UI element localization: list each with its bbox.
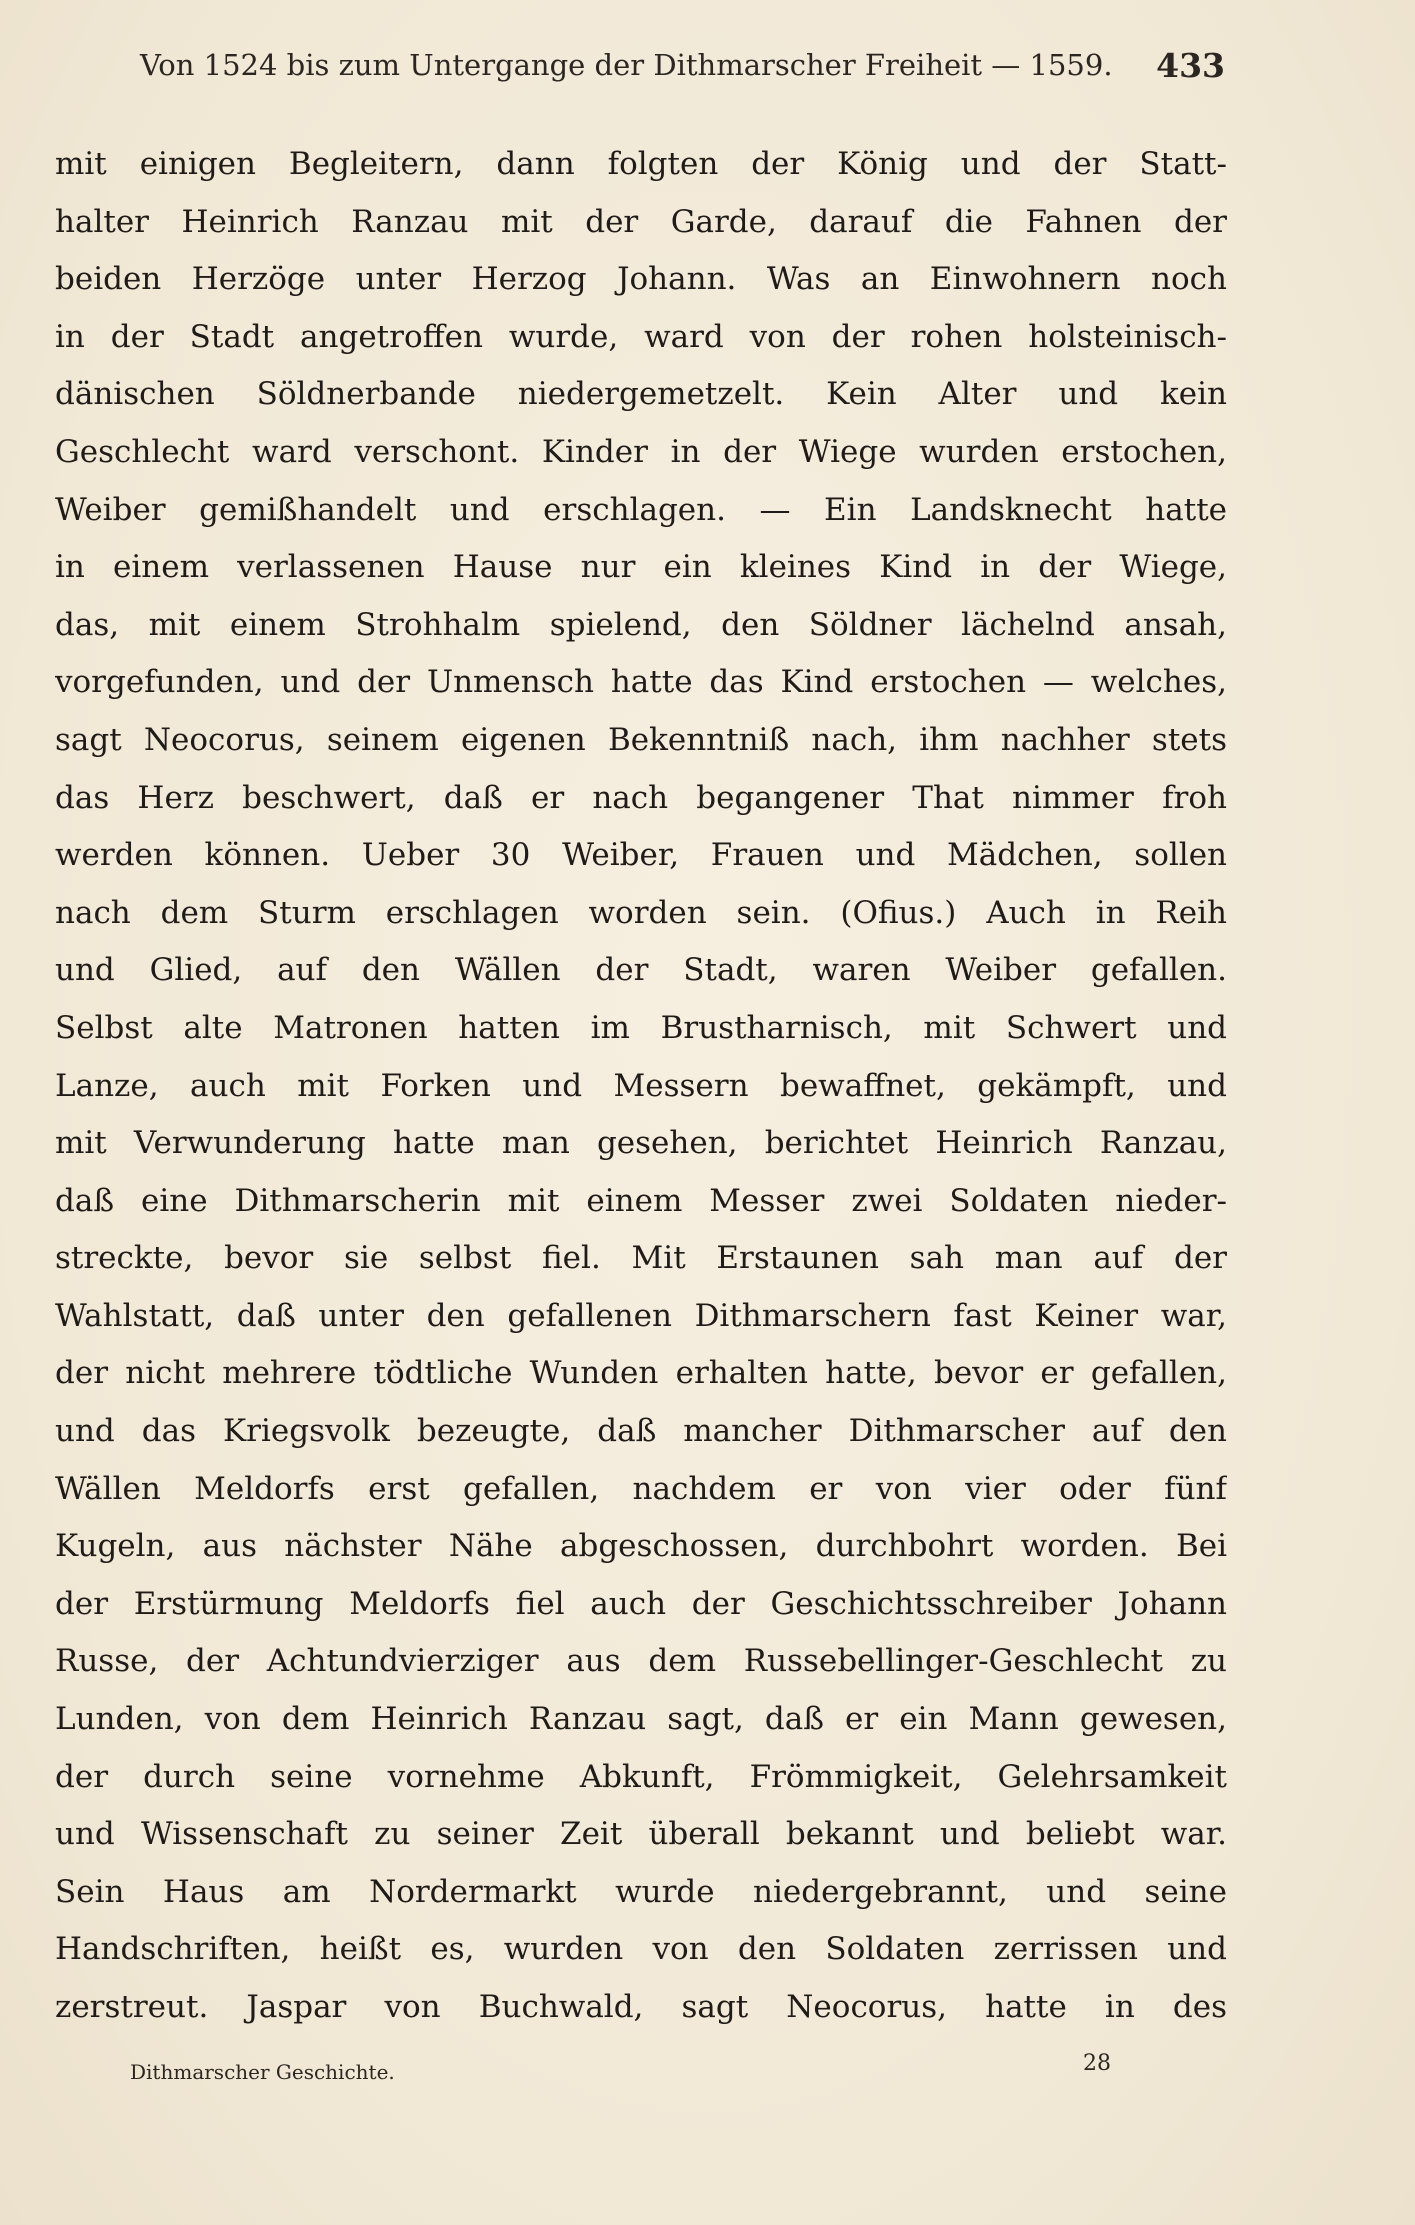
text-line: mit Verwunderung hatte man gesehen, berichtet Heinrich Ranzau, (55, 1125, 1227, 1162)
text-line: Lunden, von dem Heinrich Ranzau sagt, daß er ein Mann gewesen, (55, 1701, 1227, 1738)
text-line: vorgefunden, und der Unmensch hatte das Kind erstochen — welches, (55, 664, 1227, 701)
text-line: Selbst alte Matronen hatten im Brustharnisch, mit Schwert und (55, 1009, 1227, 1046)
footer-signature: Dithmarscher Geschichte. (130, 2060, 395, 2084)
text-line: Kugeln, aus nächster Nähe abgeschossen, durchbohrt worden. Bei (55, 1528, 1227, 1565)
text-line: der nicht mehrere tödtliche Wunden erhalten hatte, bevor er gefallen, (55, 1355, 1227, 1392)
text-line: Sein Haus am Nordermarkt wurde niedergebrannt, und seine (55, 1873, 1227, 1910)
text-line: der durch seine vornehme Abkunft, Frömmigkeit, Gelehrsamkeit (55, 1758, 1227, 1795)
text-line: und das Kriegsvolk bezeugte, daß mancher Dithmarscher auf den (55, 1413, 1227, 1450)
text-line: in einem verlassenen Hause nur ein kleines Kind in der Wiege, (55, 549, 1227, 586)
text-line: das, mit einem Strohhalm spielend, den Söldner lächelnd ansah, (55, 606, 1227, 643)
text-line: dänischen Söldnerbande niedergemetzelt. Kein Alter und kein (55, 376, 1227, 413)
sheet-number: 28 (1083, 2051, 1111, 2076)
text-line: Russe, der Achtundvierziger aus dem Russebellinger-Geschlecht zu (55, 1643, 1227, 1680)
text-line: in der Stadt angetroffen wurde, ward von der rohen holsteinisch- (55, 318, 1227, 355)
text-line: Wahlstatt, daß unter den gefallenen Dithmarschern fast Keiner war, (55, 1297, 1227, 1334)
text-line: Handschriften, heißt es, wurden von den Soldaten zerrissen und (55, 1931, 1227, 1968)
running-title: Von 1524 bis zum Untergange der Dithmarscher Freiheit — 1559. (140, 48, 1113, 82)
text-line: das Herz beschwert, daß er nach begangener That nimmer froh (55, 779, 1227, 816)
text-line: sagt Neocorus, seinem eigenen Bekenntniß nach, ihm nachher stets (55, 721, 1227, 758)
text-line: der Erstürmung Meldorfs fiel auch der Geschichtsschreiber Johann (55, 1585, 1227, 1622)
text-line: mit einigen Begleitern, dann folgten der König und der Statt- (55, 146, 1227, 182)
text-line: und Glied, auf den Wällen der Stadt, waren Weiber gefallen. (55, 952, 1227, 989)
text-line: halter Heinrich Ranzau mit der Garde, darauf die Fahnen der (55, 203, 1227, 240)
text-line: daß eine Dithmarscherin mit einem Messer zwei Soldaten nieder- (55, 1182, 1227, 1219)
page-number: 433 (1156, 46, 1225, 85)
text-line: nach dem Sturm erschlagen worden sein. (Ofius.) Auch in Reih (55, 894, 1227, 931)
text-line: werden können. Ueber 30 Weiber, Frauen und Mädchen, sollen (55, 837, 1227, 874)
text-line: beiden Herzöge unter Herzog Johann. Was an Einwohnern noch (55, 261, 1227, 298)
text-line: streckte, bevor sie selbst fiel. Mit Erstaunen sah man auf der (55, 1240, 1227, 1277)
text-line: Lanze, auch mit Forken und Messern bewaffnet, gekämpft, und (55, 1067, 1227, 1104)
text-line: und Wissenschaft zu seiner Zeit überall bekannt und beliebt war. (55, 1816, 1227, 1853)
text-line: Weiber gemißhandelt und erschlagen. — Ein Landsknecht hatte (55, 491, 1227, 528)
text-line: Wällen Meldorfs erst gefallen, nachdem er von vier oder fünf (55, 1470, 1227, 1507)
text-line: zerstreut. Jaspar von Buchwald, sagt Neocorus, hatte in des (55, 1989, 1227, 2025)
body-text (55, 136, 1227, 2037)
text-line: Geschlecht ward verschont. Kinder in der Wiege wurden erstochen, (55, 433, 1227, 470)
